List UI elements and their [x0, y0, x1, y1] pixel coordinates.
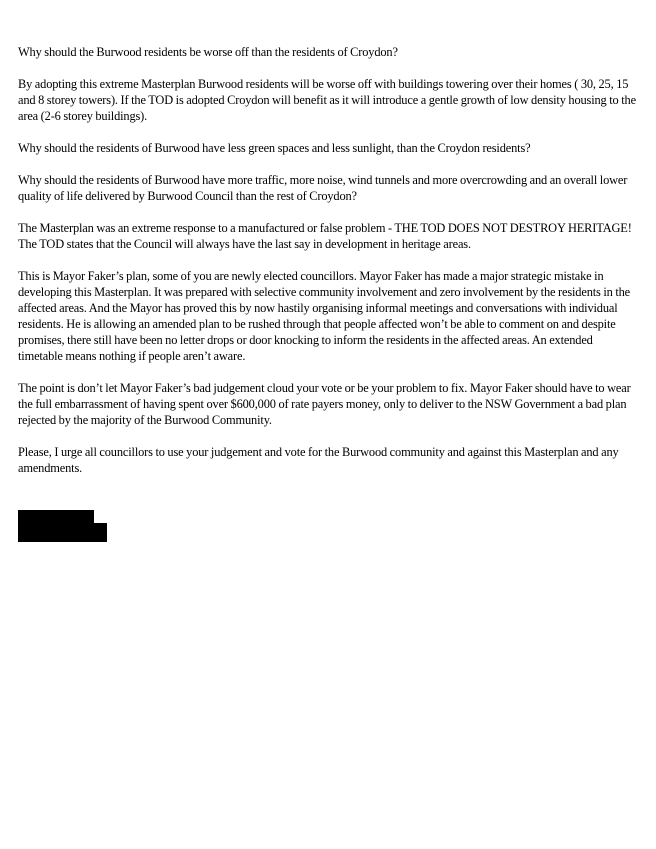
paragraph-question-worse-off: Why should the Burwood residents be worse off than the residents of Croydon?: [18, 45, 398, 59]
paragraph-bad-judgement: The point is don’t let Mayor Faker’s bad judgement cloud your vote or be your problem to fix. Mayor Faker should have to wear the full embarrassment of having spent over $600,000 of rate payers money, only to deliver to the NSW Government a bad plan rejected by the majority of the Burwood Community.: [18, 381, 631, 427]
paragraph-tod-heritage: The Masterplan was an extreme response to a manufactured or false problem - THE TOD DOES NOT DESTROY HERITAGE! The TOD states that the Council will always have the last say in development in heritage areas.: [18, 221, 632, 251]
letter-body: [18, 44, 638, 492]
redaction-block-top: [18, 510, 94, 524]
paragraph-masterplan-towers: By adopting this extreme Masterplan Burwood residents will be worse off with buildings towering over their homes ( 30, 25, 15 and 8 storey towers). If the TOD is adopted Croydon will benefit as it will introduce a gentle growth of low density housing to the area (2-6 storey buildings).: [18, 77, 636, 123]
paragraph-question-green-spaces: Why should the residents of Burwood have less green spaces and less sunlight, than the Croydon residents?: [18, 141, 531, 155]
paragraph-closing-plea: Please, I urge all councillors to use your judgement and vote for the Burwood community and against this Masterplan and any amendments.: [18, 445, 619, 475]
paragraph-question-traffic: Why should the residents of Burwood have more traffic, more noise, wind tunnels and more overcrowding and an overall lower quality of life delivered by Burwood Council than the rest of Croydon?: [18, 173, 628, 203]
redacted-signature: [18, 510, 107, 542]
redaction-block-bottom: [18, 523, 107, 542]
paragraph-mayor-plan: This is Mayor Faker’s plan, some of you are newly elected councillors. Mayor Faker has made a major strategic mistake in developing this Masterplan. It was prepared with selective community involvement and zero involvement by the residents in the affected areas. And the Mayor has proved this by now hastily organising informal meetings and conversations with individual residents. He is allowing an amended plan to be rushed through that people affected won’t be able to comment on and despite promises, there still have been no letter drops or door knocking to inform the residents in the affected areas. An extended timetable means nothing if people aren’t aware.: [18, 269, 631, 363]
